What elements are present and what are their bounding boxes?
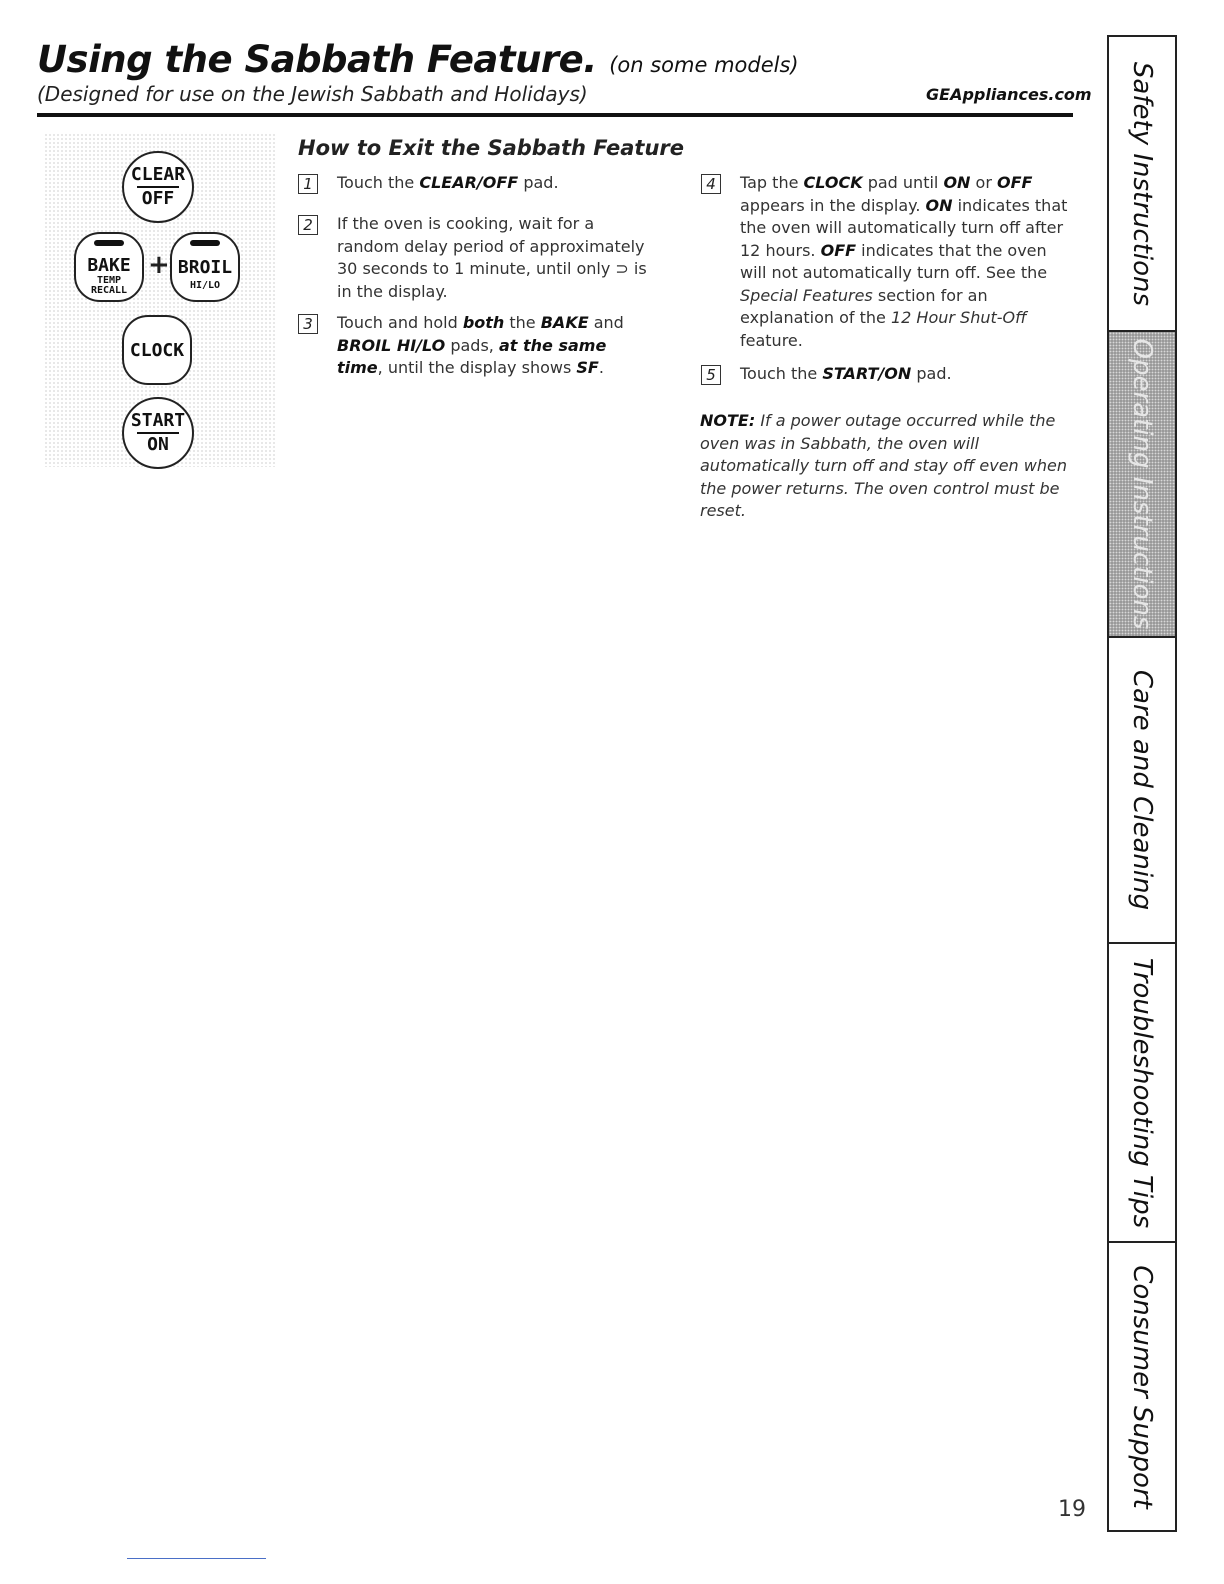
control-panel-illustration — [44, 133, 276, 467]
step-4 — [701, 172, 1081, 352]
bake-label: BAKE — [87, 255, 131, 276]
step-text: If the oven is cooking, wait for a random delay period of approximately 30 seconds to 1 minute, until only ⊃ is in the display. — [337, 214, 647, 301]
website-link[interactable]: GEAppliances.com — [926, 85, 1092, 104]
step-number: 4 — [701, 174, 721, 194]
step-2 — [298, 213, 668, 303]
start-label: START — [130, 410, 186, 431]
footer-line — [127, 1558, 266, 1559]
header-rule — [37, 113, 1073, 117]
step-number: 3 — [298, 314, 318, 334]
plus-sign: + — [148, 250, 170, 280]
clear-label: CLEAR — [130, 164, 186, 185]
tab-label: Safety Instructions — [1127, 61, 1157, 306]
tab-label: Care and Cleaning — [1127, 669, 1157, 911]
bake-pad — [74, 232, 144, 302]
tab-label: Troubleshooting Tips — [1127, 957, 1157, 1228]
tab-label: Operating Instructions — [1127, 338, 1157, 630]
step-number: 1 — [298, 174, 318, 194]
tab-operating-instructions[interactable] — [1109, 332, 1175, 636]
clock-pad — [122, 315, 192, 385]
indicator-bar — [94, 240, 124, 246]
title-text: Using the Sabbath Feature. — [37, 38, 597, 81]
tab-troubleshooting-tips[interactable] — [1109, 944, 1175, 1241]
step-text: Touch the START/ON pad. — [740, 364, 952, 383]
off-label: OFF — [141, 188, 175, 209]
start-on-pad — [122, 397, 194, 469]
indicator-bar — [190, 240, 220, 246]
tab-care-and-cleaning[interactable] — [1109, 638, 1175, 942]
on-label: ON — [147, 434, 169, 455]
step-3 — [298, 312, 668, 380]
page-number: 19 — [1058, 1497, 1086, 1522]
section-tabs — [1107, 35, 1177, 1532]
tab-safety-instructions[interactable] — [1109, 37, 1175, 330]
broil-label: BROIL — [177, 257, 233, 278]
note-paragraph — [700, 410, 1080, 523]
step-number: 2 — [298, 215, 318, 235]
clear-off-pad — [122, 151, 194, 223]
note-text: If a power outage occurred while the oven was in Sabbath, the oven will automatically turn off and stay off even when the power returns. The oven control must be reset. — [700, 411, 1067, 520]
note-label: NOTE: — [700, 411, 756, 430]
tab-label: Consumer Support — [1127, 1264, 1157, 1509]
tab-consumer-support[interactable] — [1109, 1243, 1175, 1530]
step-5 — [701, 363, 1081, 386]
step-text: Touch and hold both the BAKE and BROIL HI/LO pads, at the same time, until the display shows SF. — [337, 313, 624, 377]
step-number: 5 — [701, 365, 721, 385]
clock-label: CLOCK — [129, 340, 185, 361]
broil-hilo-label: HI/LO — [189, 280, 221, 291]
bake-recall-label: RECALL — [90, 285, 128, 296]
step-text: Tap the CLOCK pad until ON or OFF appears in the display. ON indicates that the oven will automatically turn off after 12 hours. OFF indicates that the oven will not automatically turn off. See the Special Features section for an explanation of the 12 Hour Shut-Off feature. — [740, 173, 1068, 350]
bake-temp-label: TEMP — [96, 275, 122, 286]
page-subtitle: (Designed for use on the Jewish Sabbath and Holidays) — [37, 82, 588, 106]
step-text: Touch the CLEAR/OFF pad. — [337, 173, 559, 192]
title-note: (on some models) — [609, 53, 799, 77]
section-heading: How to Exit the Sabbath Feature — [298, 136, 685, 160]
page-title — [37, 38, 799, 81]
broil-pad — [170, 232, 240, 302]
step-1 — [298, 172, 668, 195]
